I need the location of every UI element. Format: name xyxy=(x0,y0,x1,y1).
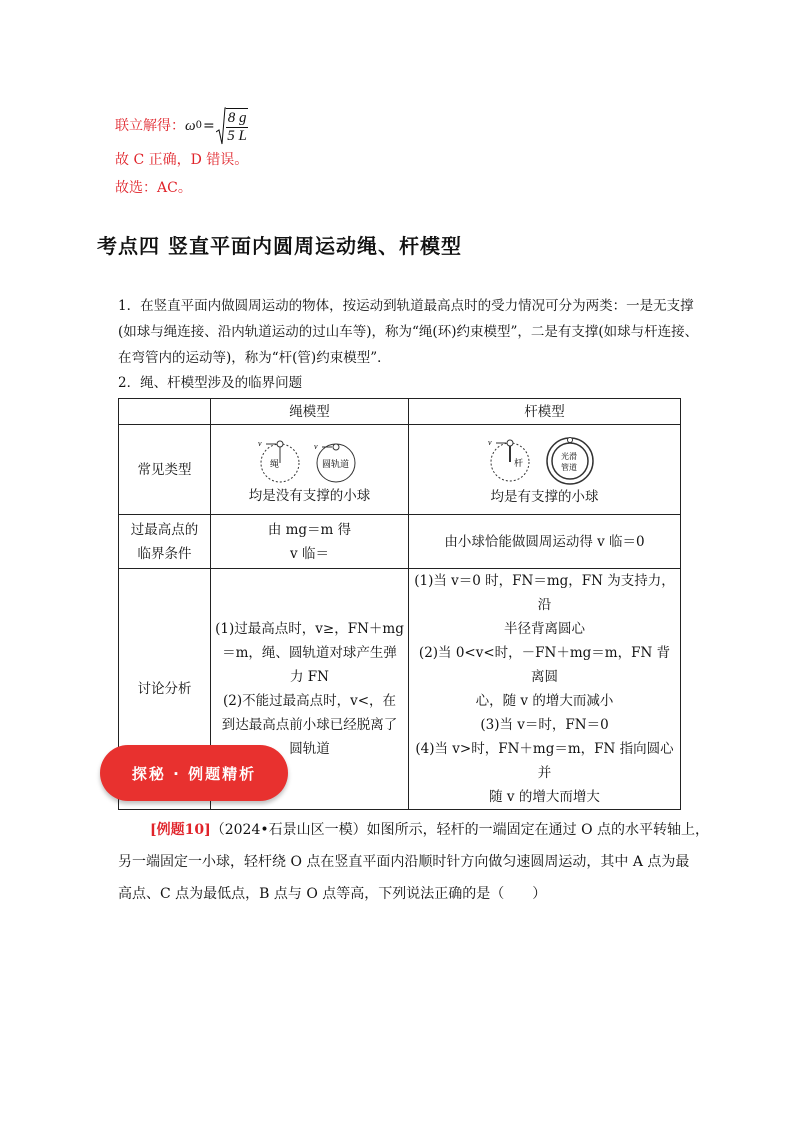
rope-types-cell xyxy=(211,425,409,515)
table-header-row xyxy=(119,399,681,425)
example-line-1 xyxy=(150,814,709,846)
example-tag: [例题10] xyxy=(150,822,211,838)
tube-fig-label-1: 光滑 xyxy=(560,451,577,461)
rod-analysis-line-5: (3)当 v＝时，FN＝0 xyxy=(480,717,609,733)
rope-types-caption: 均是没有支撑的小球 xyxy=(248,487,371,504)
tube-ball-icon xyxy=(567,437,572,442)
section-title: 考点四 竖直平面内圆周运动绳、杆模型 xyxy=(97,234,462,258)
fraction-numerator: 8 g xyxy=(227,109,247,126)
equals-sign: = xyxy=(202,118,215,134)
rope-critical-line-2: v 临＝ xyxy=(290,545,329,562)
rod-analysis-line-7: 随 v 的增大而增大 xyxy=(489,789,600,805)
critical-label-line-2: 临界条件 xyxy=(137,545,192,562)
point-1-line-1: 1．在竖直平面内做圆周运动的物体，按运动到轨道最高点时的受力情况可分为两类：一是无支撑 xyxy=(118,298,694,314)
rod-fig-label: 杆 xyxy=(513,458,523,469)
rope-ball-icon xyxy=(277,441,283,447)
sqrt-fraction xyxy=(226,108,249,145)
point-1-line-3: 在弯管内的运动等)，称为“杆(管)约束模型”． xyxy=(118,350,391,366)
solution-line-2: 故 C 正确，D 错误。 xyxy=(115,152,249,168)
rope-critical-cell xyxy=(211,515,409,569)
track-fig-label: 圆轨道 xyxy=(321,459,349,470)
rod-types-caption: 均是有支撑的小球 xyxy=(490,488,599,505)
omega-symbol: ω xyxy=(185,118,196,134)
table-row-critical xyxy=(119,515,681,569)
example-line-3: 高点、C 点为最低点，B 点与 O 点等高，下列说法正确的是（ ） xyxy=(118,886,547,902)
omega-subscript: 0 xyxy=(195,120,202,131)
rod-analysis-line-6: (4)当 v>时，FN＋mg＝m，FN 指向圆心并 xyxy=(415,741,674,781)
rope-and-track-figure xyxy=(250,435,370,485)
row-label-types: 常见类型 xyxy=(119,425,211,515)
tube-inner-icon xyxy=(552,443,588,479)
rod-analysis-line-2: 半径背离圆心 xyxy=(504,621,585,637)
rod-types-cell xyxy=(409,425,681,515)
point-1 xyxy=(118,293,698,371)
point-2: 2．绳、杆模型涉及的临界问题 xyxy=(118,375,303,391)
track-ball-icon xyxy=(333,444,339,450)
rope-v-label: v xyxy=(257,438,262,448)
rod-analysis-cell xyxy=(409,569,681,810)
track-v-label: v xyxy=(313,441,318,451)
rope-analysis-line-6: 圆轨道 xyxy=(289,741,330,757)
example-line-1-text: （2024•石景山区一模）如图所示，轻杆的一端固定在通过 O 点的水平转轴上， xyxy=(210,822,709,838)
solution-line-3: 故选：AC。 xyxy=(115,180,192,196)
rod-critical-cell: 由小球恰能做圆周运动得 v 临＝0 xyxy=(409,515,681,569)
rod-v-label: v xyxy=(487,437,492,447)
header-rod: 杆模型 xyxy=(409,399,681,425)
rod-analysis-line-3: (2)当 0<v<时，－FN＋mg＝m，FN 背离圆 xyxy=(418,645,671,685)
header-rope: 绳模型 xyxy=(211,399,409,425)
point-1-line-2: (如球与绳连接、沿内轨道运动的过山车等)，称为“绳(环)约束模型”，二是有支撑(如球与杆连接、 xyxy=(118,324,699,340)
rod-ball-icon xyxy=(507,440,513,446)
row-label-analysis: 讨论分析 xyxy=(119,569,211,810)
rope-fig-label: 绳 xyxy=(269,459,279,470)
solution-label: 联立解得： xyxy=(115,118,185,134)
example-line-2: 另一端固定一小球，轻杆绕 O 点在竖直平面内沿顺时针方向做匀速圆周运动，其中 A 点为最 xyxy=(118,854,690,870)
rope-analysis-line-1: (1)过最高点时，v≥，FN＋mg xyxy=(215,621,404,637)
row-label-critical xyxy=(119,515,211,569)
rope-critical-line-1: 由 mg＝m 得 xyxy=(267,521,352,538)
rod-analysis-line-1: (1)当 v＝0 时，FN＝mg，FN 为支持力，沿 xyxy=(414,573,675,613)
sqrt-icon xyxy=(216,106,226,146)
tube-fig-label-2: 管道 xyxy=(560,462,577,472)
critical-label-line-1: 过最高点的 xyxy=(130,521,199,538)
example-section-badge: 探秘 · 例题精析 xyxy=(100,745,288,801)
header-empty xyxy=(119,399,211,425)
rod-analysis-line-4: 心，随 v 的增大而减小 xyxy=(475,693,614,709)
tube-outer-icon xyxy=(547,438,593,484)
rope-analysis-line-5: 到达最高点前小球已经脱离了 xyxy=(221,717,398,733)
table-row-types xyxy=(119,425,681,515)
rod-and-tube-figure xyxy=(480,434,610,486)
rope-analysis-line-3: 力 FN xyxy=(290,669,329,685)
solution-line-1 xyxy=(115,104,248,148)
rope-analysis-line-4: (2)不能过最高点时，v<，在 xyxy=(222,693,397,709)
rope-analysis-line-2: ＝m，绳、圆轨道对球产生弹 xyxy=(222,645,397,661)
fraction-denominator: 5 L xyxy=(227,127,247,144)
